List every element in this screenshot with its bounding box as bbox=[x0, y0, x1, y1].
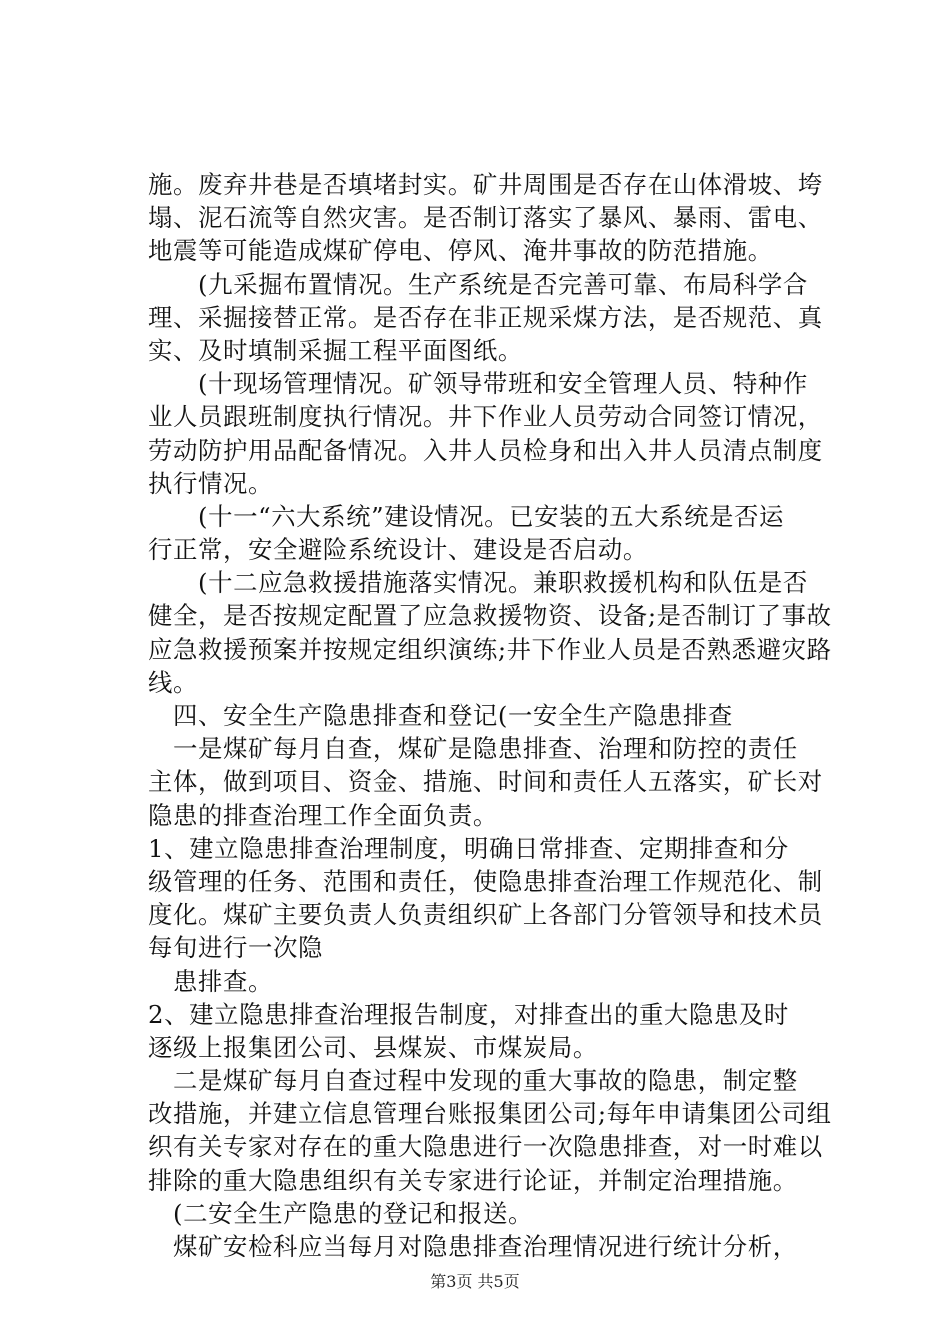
text-line: 线。 bbox=[148, 667, 198, 697]
text-line: (十现场管理情况。矿领导带班和安全管理人员、特种作 bbox=[148, 369, 808, 399]
text-line: 施。废弃井巷是否填堵封实。矿井周围是否存在山体滑坡、垮 bbox=[148, 170, 823, 199]
text-line: 排除的重大隐患组织有关专家进行论证，并制定治理措施。 bbox=[148, 1165, 798, 1195]
text-line: 劳动防护用品配备情况。入井人员检身和出入井人员清点制度 bbox=[148, 435, 823, 465]
text-line: 1、建立隐患排查治理制度，明确日常排查、定期排查和分 bbox=[148, 833, 789, 863]
text-line: 度化。煤矿主要负责人负责组织矿上各部门分管领导和技术员 bbox=[148, 900, 823, 930]
text-line: 应急救援预案并按规定组织演练;井下作业人员是否熟悉避灾路 bbox=[148, 634, 832, 664]
text-line: 四、安全生产隐患排查和登记(一安全生产隐患排查 bbox=[148, 701, 733, 730]
text-line: 实、及时填制采掘工程平面图纸。 bbox=[148, 335, 523, 365]
text-line: 织有关专家对存在的重大隐患进行一次隐患排查，对一时难以 bbox=[148, 1132, 823, 1162]
text-line: 级管理的任务、范围和责任，使隐患排查治理工作规范化、制 bbox=[148, 866, 823, 896]
text-line: 理、采掘接替正常。是否存在非正规采煤方法，是否规范、真 bbox=[148, 302, 823, 332]
document-body bbox=[148, 168, 848, 1263]
text-line: 煤矿安检科应当每月对隐患排查治理情况进行统计分析， bbox=[148, 1232, 798, 1261]
text-line: 地震等可能造成煤矿停电、停风、淹井事故的防范措施。 bbox=[148, 236, 773, 266]
text-line: 隐患的排查治理工作全面负责。 bbox=[148, 800, 498, 830]
page-footer: 第3页 共5页 bbox=[430, 1272, 520, 1291]
text-line: 塌、泥石流等自然灾害。是否制订落实了暴风、暴雨、雷电、 bbox=[148, 203, 823, 233]
text-line: 二是煤矿每月自查过程中发现的重大事故的隐患，制定整 bbox=[148, 1066, 798, 1096]
text-line: 主体，做到项目、资金、措施、时间和责任人五落实，矿长对 bbox=[148, 767, 823, 797]
text-line: 改措施，并建立信息管理台账报集团公司;每年申请集团公司组 bbox=[148, 1099, 832, 1129]
text-line: 执行情况。 bbox=[148, 468, 273, 498]
text-line: 健全，是否按规定配置了应急救援物资、设备;是否制订了事故 bbox=[148, 601, 832, 631]
text-line: (十一“六大系统”建设情况。已安装的五大系统是否运 bbox=[148, 501, 785, 531]
text-line: 每旬进行一次隐 bbox=[148, 933, 323, 963]
text-line: 业人员跟班制度执行情况。井下作业人员劳动合同签订情况， bbox=[148, 402, 823, 432]
text-line: 一是煤矿每月自查，煤矿是隐患排查、治理和防控的责任 bbox=[148, 734, 798, 764]
text-line: (九采掘布置情况。生产系统是否完善可靠、布局科学合 bbox=[148, 269, 808, 299]
text-line: 逐级上报集团公司、县煤炭、市煤炭局。 bbox=[148, 1032, 598, 1062]
text-line: 2、建立隐患排查治理报告制度，对排查出的重大隐患及时 bbox=[148, 999, 789, 1029]
text-line: (二安全生产隐患的登记和报送。 bbox=[148, 1198, 533, 1228]
text-line: 行正常，安全避险系统设计、建设是否启动。 bbox=[148, 535, 648, 565]
text-line: 患排查。 bbox=[148, 966, 273, 996]
text-line: (十二应急救援措施落实情况。兼职救援机构和队伍是否 bbox=[148, 568, 808, 598]
